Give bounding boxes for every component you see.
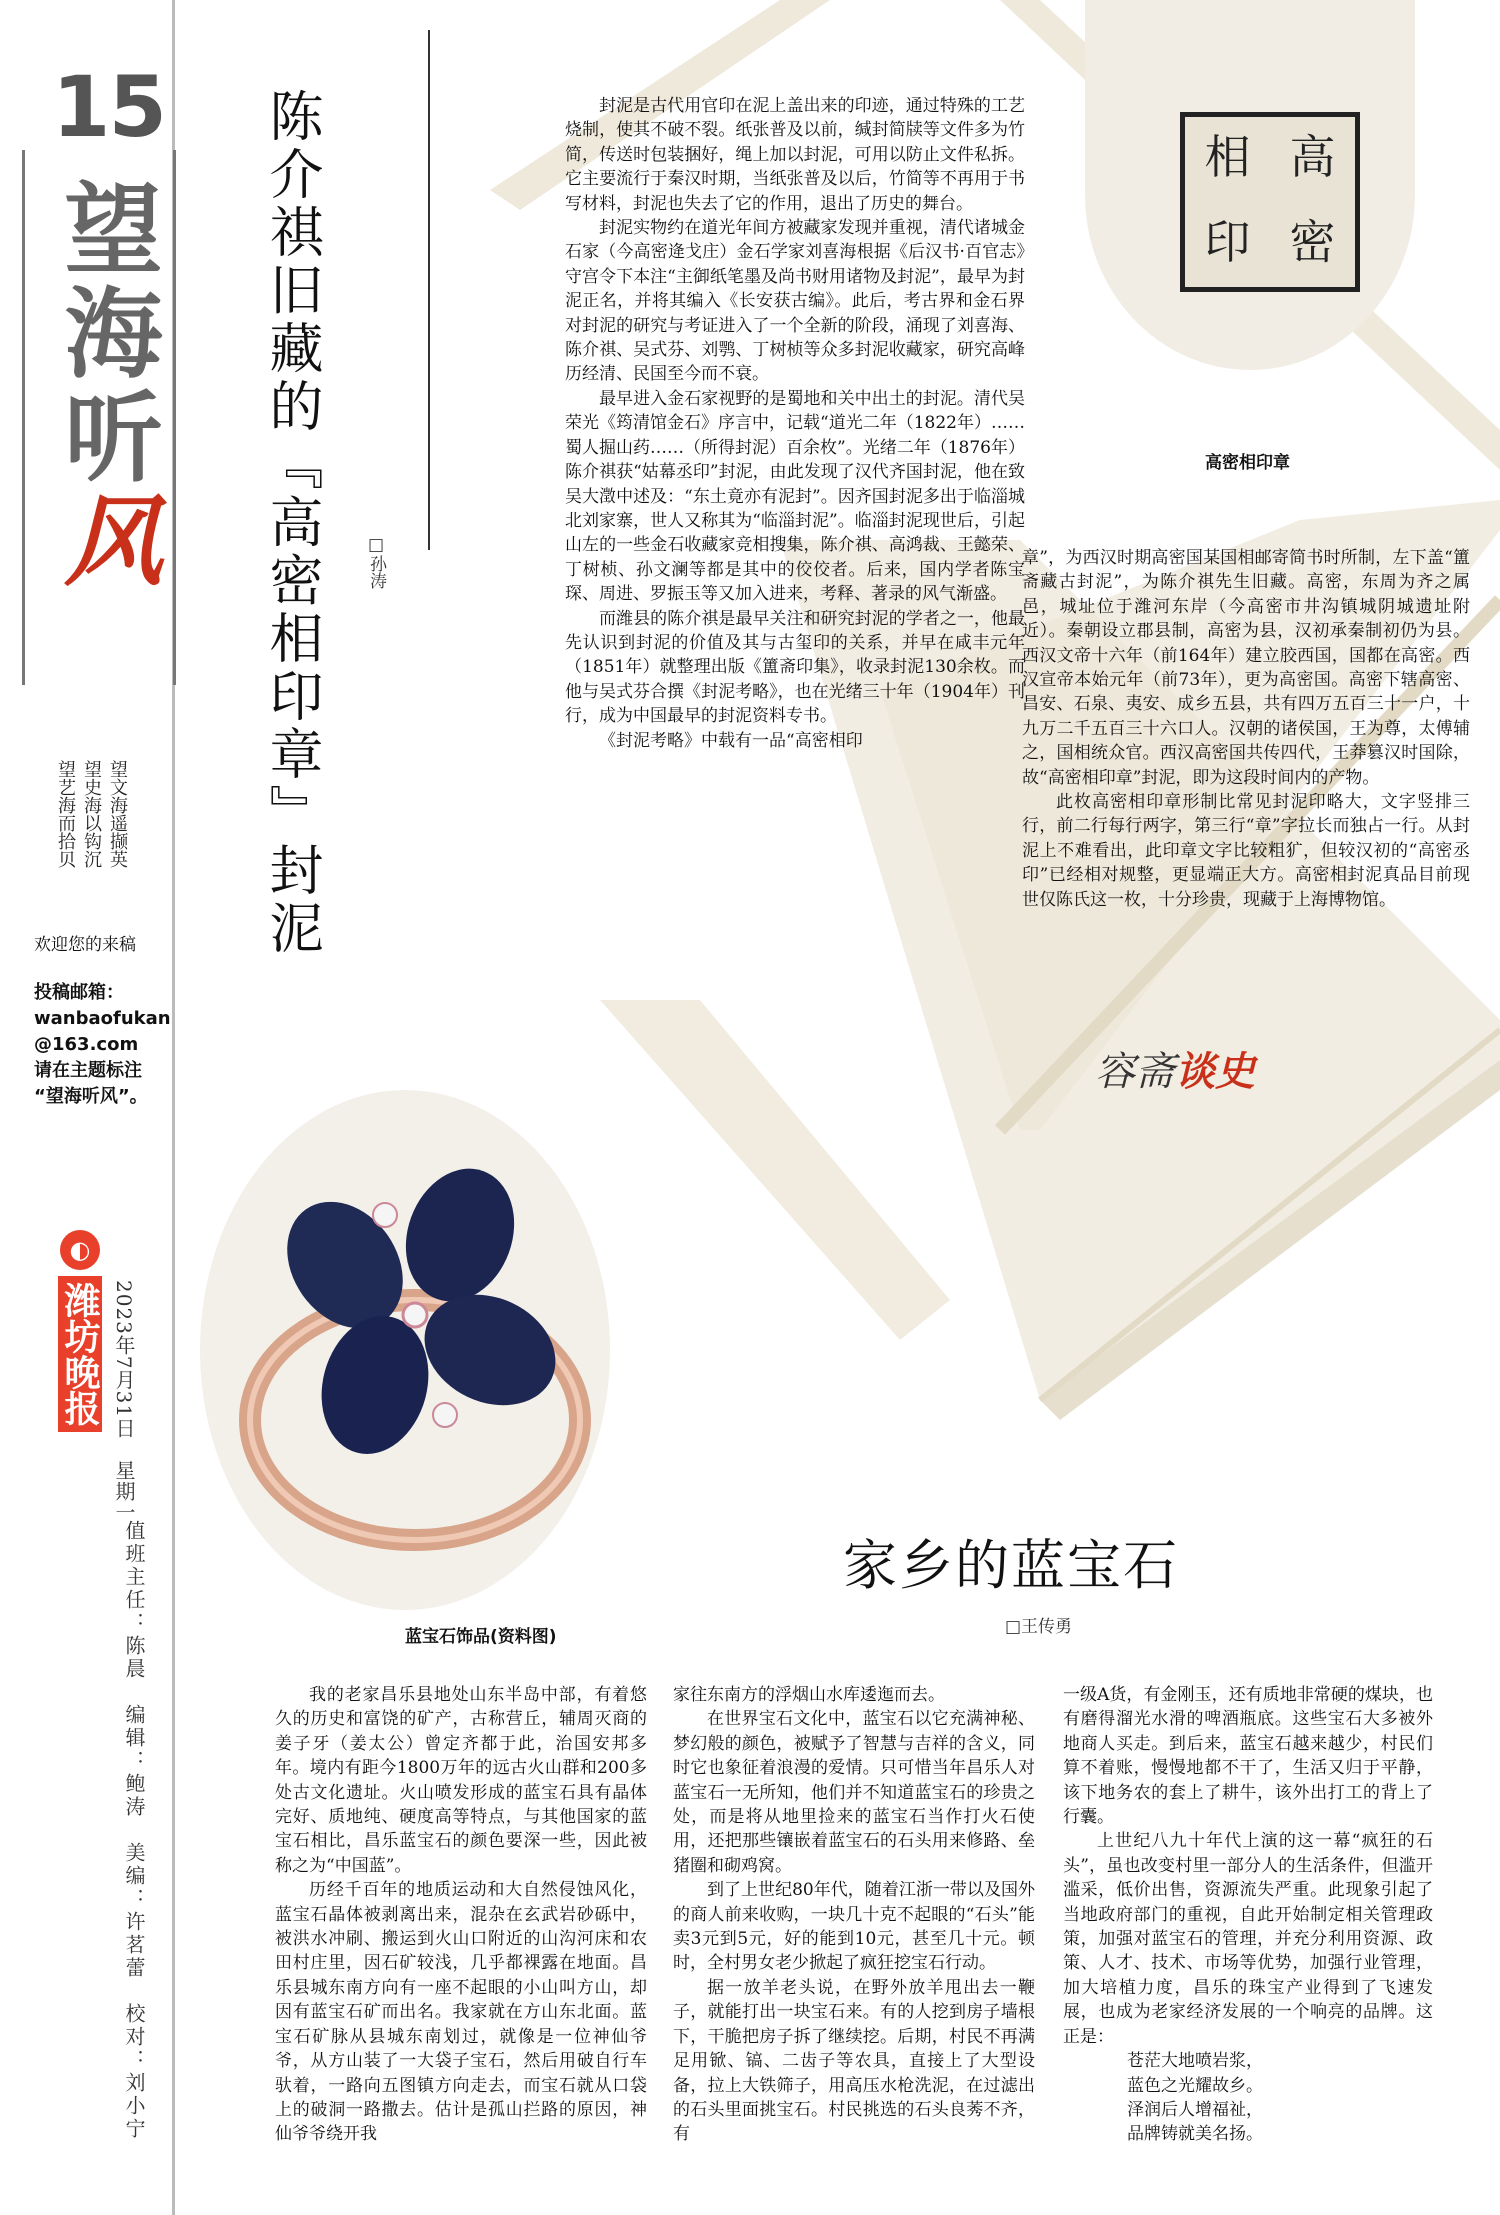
article1-author: □孙涛 <box>366 535 386 589</box>
motto-line: 望艺海而拾贝 <box>55 760 76 868</box>
paragraph: 章”，为西汉时期高密国某国相邮寄简书时所制，左下盖“簠斋藏古封泥”，为陈介祺先生旧藏。高密，东周为齐之属邑，城址位于潍河东岸（今高密市井沟镇城阴城遗址附近）。秦朝设立郡县制，高密为县，汉初承秦制初仍为县。西汉文帝十六年（前164年）建立胶西国，国都在高密。西汉宣帝本始元年（前73年），更为高密国。高密下辖高密、昌安、石泉、夷安、成乡五县，共有四万五百三十一户，十九万二千五百三十六口人。汉朝的诸侯国，王为尊，太傅辅之，国相统众官。西汉高密国共传四代，王莽篡汉时国除，故“高密相印章”封泥，即为这段时间内的产物。 <box>1022 548 1470 788</box>
paragraph: 在世界宝石文化中，蓝宝石以它充满神秘、梦幻般的颜色，被赋予了智慧与吉祥的含义，同时它也象征着浪漫的爱情。只可惜当年昌乐人对蓝宝石一无所知，他们并不知道蓝宝石的珍贵之处，而是将从地里捡来的蓝宝石当作打火石使用，还把那些镶嵌着蓝宝石的石头用来修路、垒猪圈和砌鸡窝。 <box>673 1709 1035 1876</box>
sapphire-ring-photo <box>200 1090 610 1610</box>
paragraph: 上世纪八九十年代上演的这一幕“疯狂的石头”，虽也改变村里一部分人的生活条件，但滥开滥采，低价出售，资源流失严重。此现象引起了当地政府部门的重视，自此开始制定相关管理政策，加强对蓝宝石的管理，并充分利用资源、政策、人才、技术、市场等优势，加强行业管理，加大培植力度，昌乐的珠宝产业得到了飞速发展，也成为老家经济发展的一个响亮的品牌。这正是： <box>1063 1831 1433 2047</box>
sapphire-ring-illustration <box>200 1090 610 1610</box>
seal-caption: 高密相印章 <box>1205 453 1290 473</box>
paragraph: 封泥是古代用官印在泥上盖出来的印迹，通过特殊的工艺烧制，使其不破不裂。纸张普及以前，缄封简牍等文件多为竹简，传送时包装捆好，绳上加以封泥，可用以防止文件私拆。它主要流行于秦汉时期，当纸张普及以后，竹简等不再用于书写材料，封泥也失去了它的作用，退出了历史的舞台。 <box>565 96 1025 214</box>
paragraph: 《封泥考略》中载有一品“高密相印 <box>599 730 863 751</box>
page-number: 15 <box>52 58 165 156</box>
poem-line: 蓝色之光耀故乡。 <box>1127 2075 1263 2096</box>
motto-line: 望文海遥撷英 <box>107 760 128 868</box>
paragraph: 我的老家昌乐县地处山东半岛中部，有着悠久的历史和富饶的矿产，古称营丘，辅周灭商的姜子牙（姜太公）曾定齐都于此，治国安邦多年。境内有距今1800万年的远古火山群和200多处古文化遗址。火山喷发形成的蓝宝石具有晶体完好、质地纯、硬度高等特点，与其他国家的蓝宝石相比，昌乐蓝宝石的颜色要深一些，因此被称之为“中国蓝”。 <box>275 1685 647 1876</box>
poem-line: 苍茫大地喷岩浆， <box>1127 2051 1263 2072</box>
seal-char: 高 <box>1289 130 1336 184</box>
staff-credits: 值班主任：陈晨 编辑：鲍涛 美编：许茗蕾 校对：刘小宁 <box>122 1520 146 2141</box>
seal-char: 印 <box>1204 215 1251 269</box>
title-rule <box>428 30 430 550</box>
column-name-main: 望海听 <box>48 178 163 490</box>
paragraph: 而潍县的陈介祺是最早关注和研究封泥的学者之一，他最先认识到封泥的价值及其与古玺印的关系，并早在咸丰元年（1851年）就整理出版《簠斋印集》，收录封泥130余枚。而他与吴式芬合撰《封泥考略》，也在光绪三十年（1904年）刊行，成为中国最早的封泥资料专书。 <box>565 608 1025 727</box>
ring-caption: 蓝宝石饰品(资料图) <box>405 1627 557 1647</box>
seal-char: 相 <box>1204 130 1251 184</box>
paragraph: 到了上世纪80年代，随着江浙一带以及国外的商人前来收购，一块几十克不起眼的“石头”能卖3元到5元，好的能到10元，甚至几十元。顿时，全村男女老少掀起了疯狂挖宝石行动。 <box>673 1880 1035 1974</box>
column-name <box>44 178 163 594</box>
paragraph: 据一放羊老头说，在野外放羊甩出去一鞭子，就能打出一块宝石来。有的人挖到房子墙根下，干脆把房子拆了继续挖。后期，村民不再满足用锨、镐、二齿子等农具，直接上了大型设备，拉上大铁筛子，用高压水枪洗泥，在过滤出的石头里面挑宝石。村民挑选的石头良莠不齐，有 <box>673 1977 1035 2145</box>
seal-char: 密 <box>1289 215 1336 269</box>
paragraph: 历经千百年的地质运动和大自然侵蚀风化，蓝宝石晶体被剥离出来，混杂在玄武岩砂砾中，被洪水冲刷、搬运到火山口附近的山沟河床和农田村庄里，因石矿较浅，几乎都裸露在地面。昌乐县城东南方向有一座不起眼的小山叫方山，却因有蓝宝石矿而出名。我家就在方山东北面。蓝宝石矿脉从县城东南划过，就像是一位神仙爷爷，从方山装了一大袋子宝石，然后用破自行车驮着，一路向五图镇方向走去，而宝石就从口袋上的破洞一路撒去。估计是孤山拦路的原因，神仙爷爷绕开我 <box>275 1880 647 2145</box>
subject-note-2: “望海听风”。 <box>34 1086 148 1107</box>
paragraph: 一级A货，有金刚玉，还有质地非常硬的煤块，也有磨得溜光水滑的啤酒瓶底。这些宝石大多被外地商人买走。到后来，蓝宝石越来越少，村民们算不着账，慢慢地都不干了，生活又归于平静，该下地务农的套上了耕牛，该外出打工的背上了行囊。 <box>1063 1685 1433 1828</box>
article2-column-1 <box>275 1683 647 2147</box>
subject-note-1: 请在主题标注 <box>34 1060 142 1081</box>
motto-line: 望史海以钩沉 <box>81 760 102 868</box>
contribute-label: 投稿邮箱： <box>34 982 124 1003</box>
newspaper-logo-icon: ◐ <box>60 1230 100 1270</box>
poem-line: 品牌铸就美名扬。 <box>1127 2124 1263 2145</box>
article2-title: 家乡的蓝宝石 <box>843 1534 1179 1597</box>
article1-column-2 <box>1022 546 1470 912</box>
column-tag-part-1: 容斋 <box>1095 1049 1175 1095</box>
newspaper-name: 潍坊晚报 <box>58 1276 102 1432</box>
paragraph: 家往东南方的浮烟山水库逶迤而去。 <box>673 1685 945 1705</box>
article2-author: □王传勇 <box>1005 1617 1073 1637</box>
article2-column-2 <box>673 1683 1035 2147</box>
column-mottos <box>52 760 130 905</box>
article1-title: 陈介祺旧藏的『高密相印章』封泥 <box>261 88 324 958</box>
issue-date: 2023年7月31日 星期一 <box>112 1280 136 1524</box>
article2-column-3 <box>1063 1683 1433 2147</box>
email-line-1[interactable]: wanbaofukan <box>34 1008 171 1029</box>
poem-line: 泽润后人增福祉， <box>1127 2099 1263 2120</box>
contribution-info <box>34 980 171 1110</box>
email-line-2[interactable]: @163.com <box>34 1034 139 1055</box>
paragraph: 封泥实物约在道光年间方被藏家发现并重视，清代诸城金石家（今高密逄戈庄）金石学家刘喜海根据《后汉书·百官志》守宫令下本注“主御纸笔墨及尚书财用诸物及封泥”，最早为封泥正名，并将其编入《长安获古编》。此后，考古界和金石界对封泥的研究与考证进入了一个全新的阶段，涌现了刘喜海、陈介祺、吴式芬、刘鹗、丁树桢等众多封泥收藏家，研究高峰历经清、民国至今而不衰。 <box>565 218 1025 385</box>
paragraph: 此枚高密相印章形制比常见封泥印略大，文字竖排三行，前二行每行两字，第三行“章”字拉长而独占一行。从封泥上不难看出，此印章文字比较粗犷，但较汉初的“高密丞印”已经相对规整，更显端正大方。高密相封泥真品目前现世仅陈氏这一枚，十分珍贵，现藏于上海博物馆。 <box>1022 792 1470 910</box>
column-name-accent: 风 <box>48 490 163 594</box>
paragraph: 最早进入金石家视野的是蜀地和关中出土的封泥。清代吴荣光《筠清馆金石》序言中，记载“道光二年（1822年）……蜀人掘山药……（所得封泥）百余枚”。光绪二年（1876年）陈介祺获“姑幕丞印”封泥，由此发现了汉代齐国封泥，他在致吴大澂中述及：“东土竟亦有泥封”。因齐国封泥多出于临淄城北刘家寨，世人又称其为“临淄封泥”。临淄封泥现世后，引起山左的一些金石收藏家竞相搜集，陈介祺、高鸿裁、王懿荣、丁树桢、孙文澜等都是其中的佼佼者。后来，国内学者陈宝琛、周进、罗振玉等又加入进来，考释、著录的风气渐盛。 <box>565 388 1025 605</box>
column-tag <box>1095 1040 1255 1097</box>
article1-column-1 <box>565 94 1025 753</box>
column-tag-part-2: 谈史 <box>1175 1048 1255 1095</box>
welcome-note: 欢迎您的来稿 <box>34 935 136 955</box>
seal-impression-image <box>1180 112 1360 292</box>
